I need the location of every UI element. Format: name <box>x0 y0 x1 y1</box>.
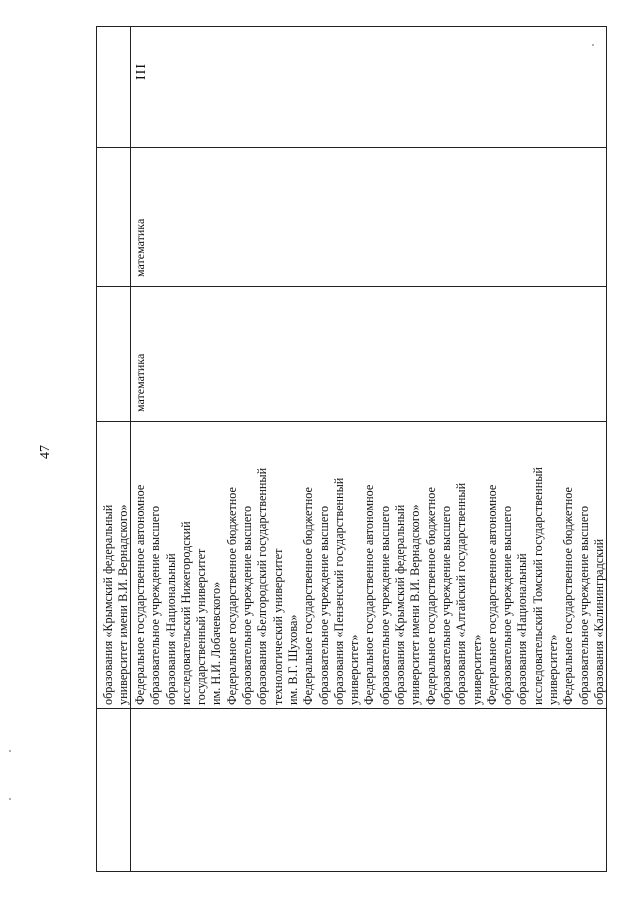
institution-line: образования «Национальный <box>163 553 178 705</box>
institution-line: образовательное учреждение высшего <box>316 505 331 705</box>
subject-cell-1: математика <box>133 353 147 412</box>
table-rule-top <box>96 26 607 27</box>
institution-line: образования «Калининградский <box>591 538 606 705</box>
institution-line: образовательное учреждение высшего <box>148 505 163 705</box>
institution-line: образования «Национальный <box>515 553 530 705</box>
institution-line: технологический университет <box>270 548 285 705</box>
institution-line: Федеральное государственное автономное <box>484 484 499 705</box>
institution-line: исследовательский Томский государственный <box>530 467 545 705</box>
degree-cell: III <box>134 63 149 80</box>
scan-speck <box>9 750 11 752</box>
institution-line: Федеральное государственное автономное <box>362 484 377 705</box>
table-rule-left <box>96 26 97 872</box>
table-rule-5 <box>96 421 607 422</box>
table-rule-right <box>606 26 607 872</box>
institution-line: Федеральное государственное бюджетное <box>301 487 316 705</box>
table-rule-4 <box>96 286 607 287</box>
page-number: 47 <box>38 445 53 459</box>
scan-speck <box>592 44 594 46</box>
table-rule-3 <box>96 147 607 148</box>
institutions-block-top <box>101 504 132 705</box>
institution-line: университет» <box>347 634 362 705</box>
scan-speck <box>9 798 11 800</box>
institution-line: образовательное учреждение высшего <box>500 505 515 705</box>
institution-line: образования «Алтайский государственный <box>454 482 469 705</box>
institution-line: университет имени В.И. Вернадского» <box>408 504 423 705</box>
institutions-block-main <box>133 467 607 705</box>
institution-line: исследовательский Нижегородский <box>178 521 193 705</box>
institution-line: образовательное учреждение высшего <box>240 505 255 705</box>
institution-line: образовательное учреждение высшего <box>576 505 591 705</box>
institution-line: университет имени В.И. Вернадского» <box>116 504 131 705</box>
institution-line: образовательное учреждение высшего <box>377 505 392 705</box>
institution-line: государственный университет <box>194 548 209 705</box>
institution-line: университет» <box>546 634 561 705</box>
institution-line: образования «Белгородский государственный <box>255 467 270 705</box>
institution-line: образования «Крымский федеральный <box>101 504 115 705</box>
institution-line: образовательное учреждение высшего <box>438 505 453 705</box>
table-rule-6 <box>96 708 607 709</box>
institution-line: университет» <box>469 634 484 705</box>
table-rule-bottom <box>96 871 607 872</box>
institution-line: им. Н.И. Лобачевского» <box>209 581 224 705</box>
institution-line: Федеральное государственное бюджетное <box>224 487 239 705</box>
institution-line: Федеральное государственное бюджетное <box>561 487 576 705</box>
institution-line: образования «Крымский федеральный <box>393 504 408 705</box>
subject-cell-2: математика <box>133 218 147 277</box>
institution-line: образования «Пензенский государственный <box>331 477 346 705</box>
table-rule-mid <box>130 26 131 872</box>
institution-line: Федеральное государственное бюджетное <box>423 487 438 705</box>
institution-line: им. В.Г. Шухова» <box>285 614 300 705</box>
institution-line: Федеральное государственное автономное <box>133 484 147 705</box>
